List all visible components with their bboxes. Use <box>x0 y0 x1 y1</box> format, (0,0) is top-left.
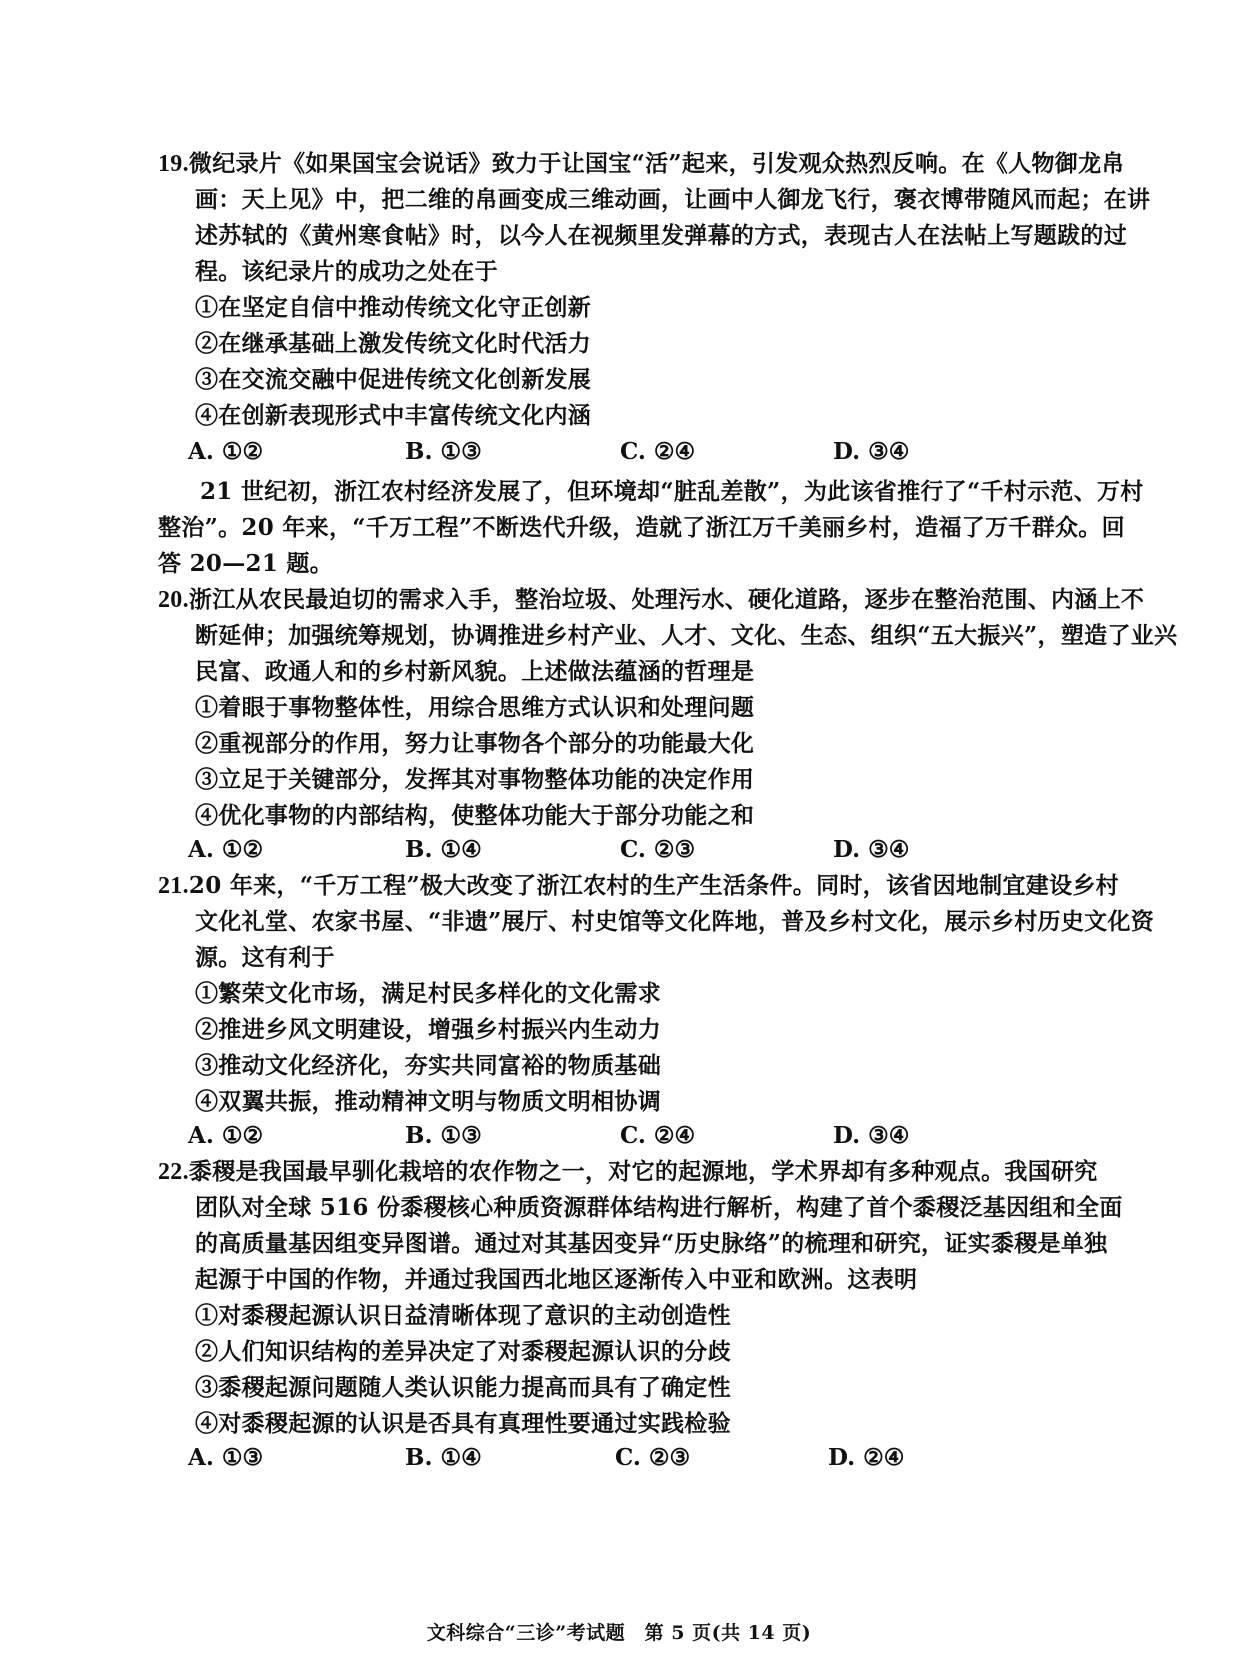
q19-line-4: 程。该纪录片的成功之处在于 <box>195 258 498 285</box>
q21-item-1: ①繁荣文化市场，满足村民多样化的文化需求 <box>195 980 661 1007</box>
q19-options <box>0 434 1238 470</box>
q20-item-2: ②重视部分的作用，努力让事物各个部分的功能最大化 <box>195 730 755 757</box>
q21-line-3: 源。这有利于 <box>195 944 335 971</box>
passage-line-2: 整治”。20 年来，“千万工程”不断迭代升级，造就了浙江万千美丽乡村，造福了万千群众。回 <box>158 514 1125 541</box>
q20-option-b: B. ①④ <box>405 836 482 863</box>
q22-stem-text: 黍稷是我国最早驯化栽培的农作物之一，对它的起源地，学术界却有多种观点。我国研究 <box>188 1158 1098 1185</box>
q19-option-c: C. ②④ <box>620 438 696 465</box>
q21-option-b: B. ①③ <box>405 1122 482 1149</box>
q20-line-2: 断延伸；加强统筹规划，协调推进乡村产业、人才、文化、生态、组织“五大振兴”，塑造了业兴 <box>195 622 1178 649</box>
q19-option-d: D. ③④ <box>833 438 910 465</box>
q20-option-c: C. ②③ <box>620 836 696 863</box>
q19-line-1 <box>158 146 1125 182</box>
q19-line-2: 画：天上见》中，把二维的帛画变成三维动画，让画中人御龙飞行，褒衣博带随风而起；在讲 <box>195 186 1151 213</box>
q21-line-2: 文化礼堂、农家书屋、“非遗”展厅、村史馆等文化阵地，普及乡村文化，展示乡村历史文化资 <box>195 908 1155 935</box>
q19-item-3: ③在交流交融中促进传统文化创新发展 <box>195 366 592 393</box>
q19-stem-text: 微纪录片《如果国宝会说话》致力于让国宝“活”起来，引发观众热烈反响。在《人物御龙帛 <box>188 150 1125 177</box>
q22-line-4: 起源于中国的作物，并通过我国西北地区逐渐传入中亚和欧洲。这表明 <box>195 1266 918 1293</box>
q21-line-1 <box>158 868 1119 904</box>
q20-options <box>0 832 1238 868</box>
q20-line-3: 民富、政通人和的乡村新风貌。上述做法蕴涵的哲理是 <box>195 658 755 685</box>
q21-stem-text: 20 年来，“千万工程”极大改变了浙江农村的生产生活条件。同时，该省因地制宜建设乡村 <box>188 872 1119 899</box>
q19-number: 19. <box>158 151 189 177</box>
q22-item-3: ③黍稷起源问题随人类认识能力提高而具有了确定性 <box>195 1374 731 1401</box>
q22-item-2: ②人们知识结构的差异决定了对黍稷起源认识的分歧 <box>195 1338 731 1365</box>
q22-options <box>0 1440 1238 1476</box>
q21-option-c: C. ②④ <box>620 1122 696 1149</box>
q21-option-d: D. ③④ <box>833 1122 910 1149</box>
q22-line-1 <box>158 1154 1098 1190</box>
q22-option-d: D. ②④ <box>828 1444 905 1471</box>
q20-option-a: A. ①② <box>188 836 264 863</box>
passage-line-3: 答 20—21 题。 <box>158 550 334 577</box>
q20-stem-text: 浙江从农民最迫切的需求入手，整治垃圾、处理污水、硬化道路，逐步在整治范围、内涵上不 <box>188 586 1145 613</box>
page-footer: 文科综合“三诊”考试题 第 5 页(共 14 页) <box>426 1622 812 1644</box>
passage-line-1: 21 世纪初，浙江农村经济发展了，但环境却“脏乱差散”，为此该省推行了“千村示范、万村 <box>200 478 1144 505</box>
q21-option-a: A. ①② <box>188 1122 264 1149</box>
q21-item-4: ④双翼共振，推动精神文明与物质文明相协调 <box>195 1088 661 1115</box>
q22-item-1: ①对黍稷起源认识日益清晰体现了意识的主动创造性 <box>195 1302 731 1329</box>
q21-item-3: ③推动文化经济化，夯实共同富裕的物质基础 <box>195 1052 661 1079</box>
q19-option-b: B. ①③ <box>405 438 482 465</box>
q22-option-b: B. ①④ <box>405 1444 482 1471</box>
q22-line-3: 的高质量基因组变异图谱。通过对其基因变异“历史脉络”的梳理和研究，证实黍稷是单独 <box>195 1230 1108 1257</box>
q19-option-a: A. ①② <box>188 438 264 465</box>
q20-option-d: D. ③④ <box>833 836 910 863</box>
q20-number: 20. <box>158 587 189 613</box>
q22-option-c: C. ②③ <box>615 1444 691 1471</box>
q22-number: 22. <box>158 1159 189 1185</box>
q21-number: 21. <box>158 873 189 899</box>
q20-item-3: ③立足于关键部分，发挥其对事物整体功能的决定作用 <box>195 766 755 793</box>
q21-options <box>0 1118 1238 1154</box>
q19-item-4: ④在创新表现形式中丰富传统文化内涵 <box>195 402 592 429</box>
q19-item-2: ②在继承基础上激发传统文化时代活力 <box>195 330 592 357</box>
q20-line-1 <box>158 582 1145 618</box>
q20-item-1: ①着眼于事物整体性，用综合思维方式认识和处理问题 <box>195 694 755 721</box>
q21-item-2: ②推进乡风文明建设，增强乡村振兴内生动力 <box>195 1016 661 1043</box>
q22-option-a: A. ①③ <box>188 1444 264 1471</box>
q20-item-4: ④优化事物的内部结构，使整体功能大于部分功能之和 <box>195 802 755 829</box>
q19-line-3: 述苏轼的《黄州寒食帖》时，以今人在视频里发弹幕的方式，表现古人在法帖上写题跋的过 <box>195 222 1127 249</box>
q22-line-2: 团队对全球 516 份黍稷核心种质资源群体结构进行解析，构建了首个黍稷泛基因组和全面 <box>195 1194 1123 1221</box>
q22-item-4: ④对黍稷起源的认识是否具有真理性要通过实践检验 <box>195 1410 731 1437</box>
q19-item-1: ①在坚定自信中推动传统文化守正创新 <box>195 294 592 321</box>
